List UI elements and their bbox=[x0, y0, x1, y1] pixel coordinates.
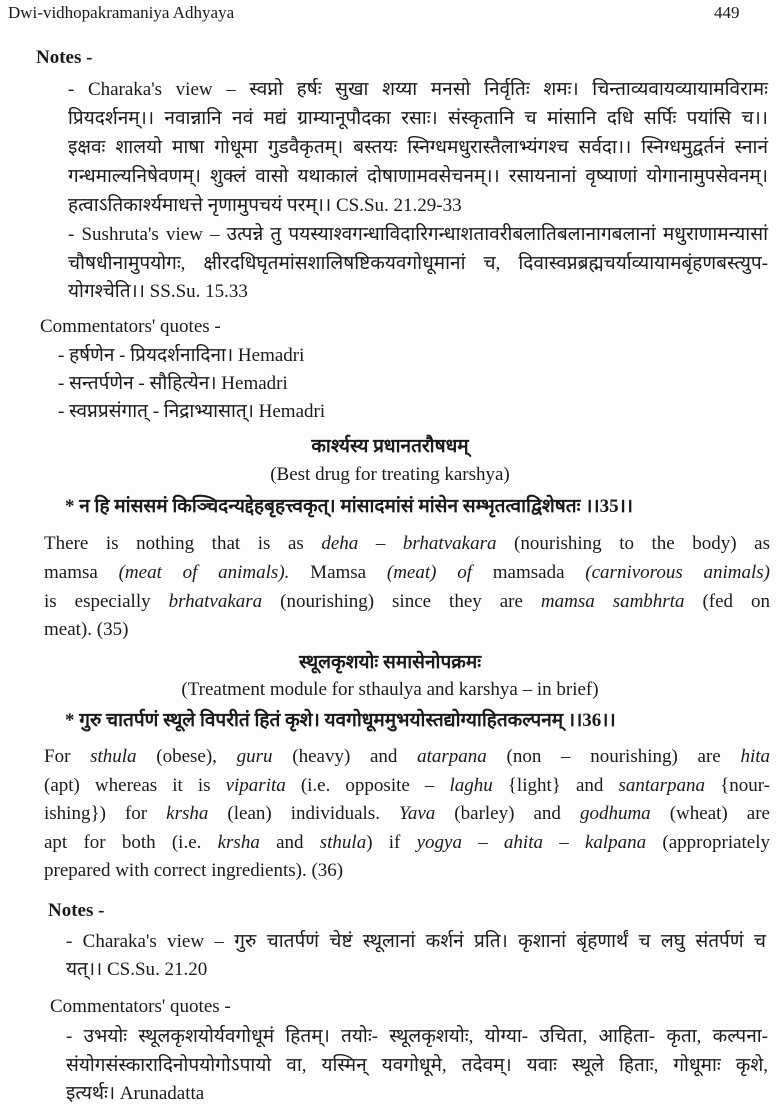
text-line: - सन्तर्पणेन - सौहित्येन। Hemadri bbox=[58, 373, 288, 394]
text-segment: and bbox=[259, 832, 320, 853]
italic-term: Yava bbox=[399, 803, 436, 824]
text-segment: {nour- bbox=[705, 775, 770, 796]
italic-term: yogya – ahita – kalpana bbox=[416, 832, 647, 853]
section-subtitle: (Best drug for treating karshya) bbox=[270, 464, 510, 485]
commentators-heading: Commentators' quotes - bbox=[50, 996, 231, 1017]
paragraph-line bbox=[44, 617, 128, 643]
text-segment: For bbox=[44, 746, 91, 767]
text-line: योगश्चेति।। SS.Su. 15.33 bbox=[68, 281, 248, 302]
text-segment: meat). (35) bbox=[44, 619, 129, 640]
paragraph-line bbox=[44, 531, 770, 557]
italic-term: krsha bbox=[217, 832, 260, 853]
italic-term: deha – brhatvakara bbox=[321, 533, 497, 554]
text-segment: Mamsa bbox=[310, 562, 367, 583]
paragraph-line bbox=[44, 858, 343, 884]
text-line: प्रियदर्शनम्।। नवान्नानि नवं मद्यं ग्राम्यानूपौदका रसाः। संस्कृतानि च मांसानि दधि सर्पिः पयांसि च।। bbox=[68, 108, 768, 129]
paragraph-line bbox=[44, 801, 770, 827]
italic-term: mamsa sambhrta bbox=[540, 591, 685, 612]
text-line: - Charaka's view – स्वप्नो हर्षः सुखा शय्या मनसो निर्वृतिः शमः। चिन्ताव्यवायव्यायामविरामः bbox=[68, 79, 768, 100]
italic-term: krsha bbox=[166, 803, 209, 824]
section-heading: कार्श्यस्य प्रधानतरौषधम् bbox=[311, 436, 469, 457]
text-line: इक्षवः शालयो माषा गोधूमा गुडवैकृतम्। बस्तयः स्निग्धमधुरास्तैलाभ्यंगश्च सर्वदा।। स्निग्धमुद्वर्तनं स्नानं bbox=[68, 137, 768, 158]
italic-term: (carnivorous animals) bbox=[564, 562, 771, 583]
text-segment: (lean) individuals. bbox=[208, 803, 399, 824]
text-line: - हर्षणेन - प्रियदर्शनादिना। Hemadri bbox=[58, 345, 305, 366]
text-segment: is especially bbox=[44, 591, 169, 612]
text-line: - Sushruta's view – उत्पन्ने तु पयस्याश्वगन्धाविदारिगन्धाशतावरीबलातिबलानागबलानां मधुराणामन्यासां bbox=[68, 224, 768, 245]
text-segment: ) if bbox=[366, 832, 417, 853]
italic-term: atarpana bbox=[417, 746, 487, 767]
text-line: संयोगसंस्कारादिनोपयोगोऽपायो वा, यस्मिन् यवगोधूमे, तदेवम्। यवाः स्थूले हिताः, गोधूमाः कृशे, bbox=[66, 1055, 768, 1076]
italic-term: hita bbox=[740, 746, 770, 767]
text-segment: {light} and bbox=[492, 775, 619, 796]
text-segment: (appropriately bbox=[646, 832, 771, 853]
running-title: Dwi-vidhopakramaniya Adhyaya bbox=[8, 3, 235, 22]
text-segment: mamsada bbox=[492, 562, 565, 583]
text-segment: (non – nourishing) are bbox=[486, 746, 741, 767]
commentators-heading: Commentators' quotes - bbox=[40, 316, 221, 337]
italic-term: guru bbox=[236, 746, 273, 767]
text-line: - उभयोः स्थूलकृशयोर्यवगोधूमं हितम्। तयोः- स्थूलकृशयोः, योग्या- उचिता, आहिता- कृता, कल्पना- bbox=[66, 1026, 768, 1047]
paragraph-line bbox=[44, 773, 770, 799]
text-segment: (barley) and bbox=[435, 803, 580, 824]
paragraph-line bbox=[44, 589, 770, 615]
text-segment: apt for both (i.e. bbox=[44, 832, 218, 853]
italic-term: (meat of animals). bbox=[97, 562, 311, 583]
text-segment: prepared with correct ingredients). (36) bbox=[44, 860, 344, 881]
text-segment: There is nothing that is as bbox=[44, 533, 322, 554]
page-number: 449 bbox=[714, 3, 740, 22]
verse: * गुरु चातर्पणं स्थूले विपरीतं हितं कृशे। यवगोधूममुभयोस्तद्योग्याहितकल्पनम् ।।36।। bbox=[65, 710, 616, 731]
text-line: इत्यर्थः। Arunadatta bbox=[66, 1083, 205, 1104]
text-segment: (nourishing) since they are bbox=[262, 591, 541, 612]
notes-heading: Notes - bbox=[48, 900, 105, 921]
text-segment: mamsa bbox=[44, 562, 98, 583]
verse: * न हि मांससमं किञ्चिदन्यद्देहबृहत्त्वकृत्। मांसादमांसं मांसेन सम्भृतत्वाद्विशेषतः ।।35।। bbox=[65, 496, 634, 517]
text-segment: (fed on bbox=[684, 591, 771, 612]
text-line: चौषधीनामुपयोगः, क्षीरदधिघृतमांसशालिषष्टिकयवगोधूमानां च, दिवास्वप्नब्रह्मचर्याव्यायामबृंहणबस्त्युप- bbox=[68, 253, 768, 274]
section-subtitle: (Treatment module for sthaulya and karshya – in brief) bbox=[181, 679, 599, 700]
italic-term: (meat) of bbox=[366, 562, 493, 583]
text-segment: (i.e. opposite – bbox=[285, 775, 450, 796]
italic-term: godhuma bbox=[579, 803, 651, 824]
text-segment: ishing}) for bbox=[44, 803, 167, 824]
italic-term: santarpana bbox=[618, 775, 706, 796]
italic-term: sthula bbox=[319, 832, 367, 853]
italic-term: viparita bbox=[225, 775, 286, 796]
paragraph-line bbox=[44, 744, 770, 770]
text-segment: (nourishing to the body) as bbox=[496, 533, 770, 554]
text-segment: (heavy) and bbox=[272, 746, 418, 767]
paragraph-line bbox=[44, 560, 770, 586]
text-line: गन्धमाल्यनिषेवणम्। शुक्लं वासो यथाकालं दोषाणामवसेचनम्।। रसायनानां वृष्याणां योगानामुपसेवनम्। bbox=[68, 166, 768, 187]
text-line: - स्वप्नप्रसंगात् - निद्राभ्यासात्। Hemadri bbox=[58, 401, 326, 422]
italic-term: brhatvakara bbox=[168, 591, 263, 612]
text-line: - Charaka's view – गुरु चातर्पणं चेष्टं स्थूलानां कर्शनं प्रति। कृशानां बृंहणार्थं च लघु संतर्पणं च bbox=[66, 931, 766, 952]
italic-term: laghu bbox=[449, 775, 493, 796]
section-heading: स्थूलकृशयोः समासेनोपक्रमः bbox=[298, 652, 482, 673]
text-segment: (apt) whereas it is bbox=[44, 775, 226, 796]
italic-term: sthula bbox=[90, 746, 137, 767]
text-line: यत्।। CS.Su. 21.20 bbox=[66, 959, 208, 980]
text-line: हत्वाऽतिकार्श्यमाधत्ते नृणामुपचयं परम्।। CS.Su. 21.29-33 bbox=[68, 195, 462, 216]
text-segment: (obese), bbox=[136, 746, 237, 767]
notes-heading: Notes - bbox=[36, 47, 93, 68]
paragraph-line bbox=[44, 830, 770, 856]
text-segment: (wheat) are bbox=[650, 803, 770, 824]
